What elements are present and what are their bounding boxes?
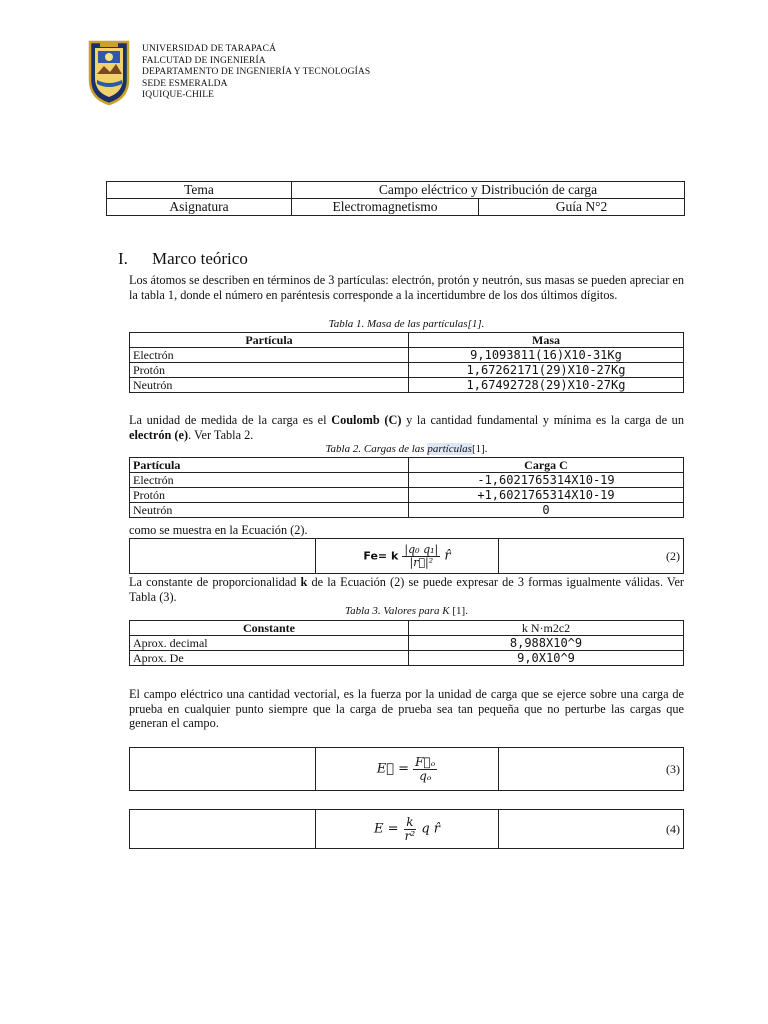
- column-header: Partícula: [130, 333, 409, 348]
- table-row: [130, 810, 684, 849]
- citation: [1].: [471, 443, 488, 455]
- topic-value: Campo eléctrico y Distribución de carga: [292, 182, 685, 199]
- charge-cell: -1,6021765314X10-19: [409, 473, 684, 488]
- equation-number: (4): [499, 810, 684, 849]
- empty-cell: [130, 810, 316, 849]
- table-row: [130, 488, 684, 503]
- value-cell: 8,988X10^9: [409, 636, 684, 651]
- table1-caption: Tabla 1. Masa de las partículas[1].: [328, 318, 485, 330]
- citation: [1].: [449, 605, 468, 617]
- fraction: [402, 544, 440, 568]
- constant-paragraph: [129, 575, 684, 604]
- equation-rhs: q r̂: [421, 821, 440, 837]
- particle-cell: Protón: [130, 363, 409, 378]
- particle-cell: Neutrón: [130, 378, 409, 393]
- table-row: [130, 363, 684, 378]
- table-row: [130, 748, 684, 791]
- highlighted-word: partículas: [427, 443, 472, 455]
- table-header-row: [130, 333, 684, 348]
- table-row: [130, 636, 684, 651]
- table-header-row: [130, 621, 684, 636]
- particle-cell: Electrón: [130, 348, 409, 363]
- equation-2-table: [129, 538, 684, 574]
- mass-cell: 9,1093811(16)X10-31Kg: [409, 348, 684, 363]
- numerator: |q₀ q₁|: [404, 542, 439, 556]
- point-charge-equation: [316, 810, 499, 849]
- denominator: qₒ: [419, 768, 432, 783]
- numerator: k: [406, 814, 414, 829]
- field-equation: [316, 748, 499, 791]
- table-header-row: [130, 458, 684, 473]
- empty-cell: [130, 748, 316, 791]
- institution-line: SEDE ESMERALDA: [142, 78, 228, 89]
- equation-lhs: Fe= k: [363, 549, 399, 563]
- equation-lhs: E⃗ =: [376, 761, 410, 777]
- institution-line: DEPARTAMENTO DE INGENIERÍA Y TECNOLOGÍAS: [142, 67, 371, 78]
- particle-cell: Neutrón: [130, 503, 409, 518]
- equation-lhs: E =: [373, 821, 399, 837]
- intro-paragraph: Los átomos se describen en términos de 3 partículas: electrón, protón y neutrón, sus masas se pueden apreciar en la tabla 1, donde el número en paréntesis corresponde a la incertidumbre de los dos últimos dígitos.: [129, 273, 684, 302]
- mass-cell: 1,67492728(29)X10-27Kg: [409, 378, 684, 393]
- text-span: y la cantidad fundamental y mínima es la carga de un: [401, 413, 684, 427]
- charge-paragraph: [129, 413, 684, 442]
- subject-label: Asignatura: [107, 199, 292, 216]
- numerator: F⃗ₒ: [415, 754, 436, 769]
- charge-table: [129, 457, 684, 518]
- bold-term: Coulomb (C): [331, 413, 402, 427]
- charge-cell: +1,6021765314X10-19: [409, 488, 684, 503]
- equation-4-table: [129, 809, 684, 849]
- table-row: [130, 378, 684, 393]
- section-number: I.: [118, 249, 128, 268]
- section-heading: [118, 249, 248, 269]
- column-header: Partícula: [130, 458, 409, 473]
- institution-line: IQUIQUE-CHILE: [142, 90, 215, 101]
- denominator: r²: [404, 828, 416, 843]
- fraction: [403, 816, 418, 842]
- table-row: [130, 503, 684, 518]
- particle-cell: Electrón: [130, 473, 409, 488]
- subject-value: Electromagnetismo: [292, 199, 479, 216]
- table-row: [130, 539, 684, 574]
- table3-caption: [129, 605, 684, 617]
- table-row: [107, 199, 685, 216]
- empty-cell: [130, 539, 316, 574]
- equation-number: (2): [499, 539, 684, 574]
- mass-table: [129, 332, 684, 393]
- course-info-table: [106, 181, 685, 216]
- equation-3-table: [129, 747, 684, 791]
- particle-cell: Protón: [130, 488, 409, 503]
- column-header: k N·m2c2: [409, 621, 684, 636]
- bold-term: k: [300, 575, 308, 589]
- charge-cell: 0: [409, 503, 684, 518]
- constant-cell: Aprox. decimal: [130, 636, 409, 651]
- table-row: [130, 651, 684, 666]
- table-row: [130, 473, 684, 488]
- text-span: de la Ecuación (2) se puede expresar de 3 formas igualmente válidas. Ver Tabla (3).: [129, 575, 684, 604]
- caption-text: Tabla 2. Cargas de las: [325, 443, 428, 455]
- table-row: [107, 182, 685, 199]
- university-crest-icon: [88, 40, 130, 106]
- column-header: Masa: [409, 333, 684, 348]
- guide-number: Guía N°2: [479, 199, 685, 216]
- unit-vector: r̂: [444, 548, 451, 564]
- denominator: |r⃗|²: [409, 555, 434, 569]
- field-paragraph: El campo eléctrico una cantidad vectorial, es la fuerza por la unidad de carga que se ejerce sobre una carga de prueba en cualquier punto siempre que la carga de prueba sea tan pequeña que no perturbe las cargas que generan el campo.: [129, 687, 684, 731]
- coulomb-equation: [316, 539, 499, 574]
- topic-label: Tema: [107, 182, 292, 199]
- text-span: La constante de proporcionalidad: [129, 575, 301, 589]
- bold-term: electrón (e): [129, 427, 189, 442]
- column-header: Carga C: [409, 458, 684, 473]
- equation-number: (3): [499, 748, 684, 791]
- value-cell: 9,0X10^9: [409, 651, 684, 666]
- constant-cell: Aprox. De: [130, 651, 409, 666]
- text-span: La unidad de medida de la carga es el: [129, 413, 332, 427]
- section-title: Marco teórico: [152, 249, 248, 268]
- equation-reference: como se muestra en la Ecuación (2).: [129, 523, 308, 537]
- constant-table: [129, 620, 684, 666]
- institution-line: FALCUTAD DE INGENIERÍA: [142, 55, 266, 66]
- fraction: [413, 756, 437, 782]
- table2-caption: [129, 443, 684, 455]
- column-header: Constante: [130, 621, 409, 636]
- institution-line: UNIVERSIDAD DE TARAPACÁ: [142, 44, 277, 54]
- mass-cell: 1,67262171(29)X10-27Kg: [409, 363, 684, 378]
- table-row: [130, 348, 684, 363]
- institution-header: [142, 44, 370, 102]
- text-span: . Ver Tabla 2.: [188, 427, 254, 442]
- caption-text: Tabla 3. Valores para K: [345, 605, 450, 617]
